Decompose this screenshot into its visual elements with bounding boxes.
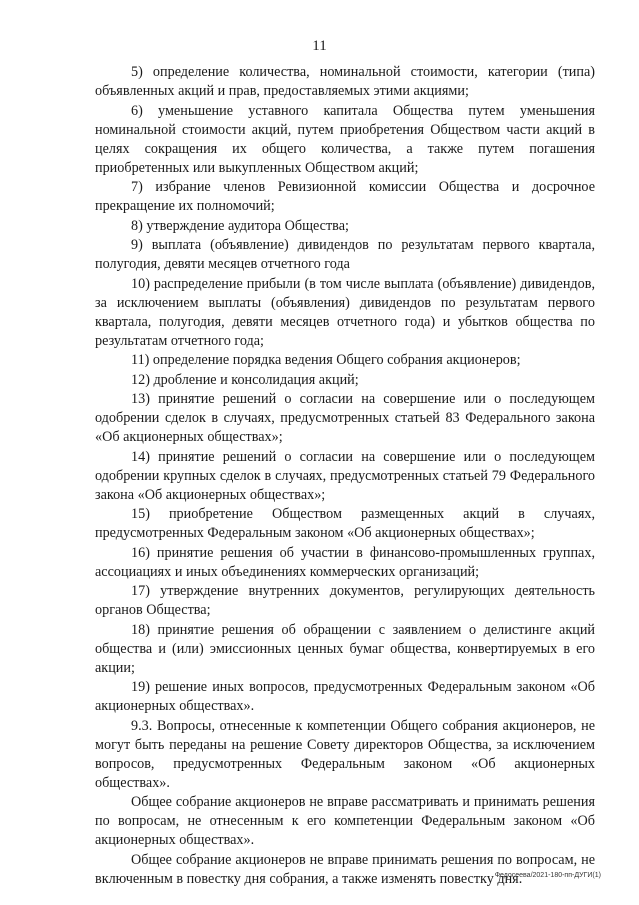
paragraph-item-9: 9) выплата (объявление) дивидендов по результатам первого квартала, полугодия, девяти месяцев отчетного года xyxy=(95,237,595,272)
paragraph-item-17: 17) утверждение внутренних документов, регулирующих деятельность органов Общества; xyxy=(95,583,595,618)
paragraph-item-15: 15) приобретение Обществом размещенных акций в случаях, предусмотренных Федеральным законом «Об акционерных обществах»; xyxy=(95,506,595,541)
paragraph-item-14: 14) принятие решений о согласии на совершение или о последующем одобрении крупных сделок в случаях, предусмотренных статьей 79 Федерального закона «Об акционерных обществах»; xyxy=(95,448,595,503)
paragraph-item-5: 5) определение количества, номинальной стоимости, категории (типа) объявленных акций и прав, предоставляемых этими акциями; xyxy=(95,64,595,99)
document-body xyxy=(95,63,595,889)
paragraph-item-13: 13) принятие решений о согласии на совершение или о последующем одобрении сделок в случаях, предусмотренных статьей 83 Федерального закона «Об акционерных обществах»; xyxy=(95,391,595,445)
paragraph-agenda-limit: Общее собрание акционеров не вправе принимать решения по вопросам, не включенным в повестку дня собрания, а также изменять повестку дня. xyxy=(95,851,595,887)
paragraph-section-9-3: 9.3. Вопросы, отнесенные к компетенции Общего собрания акционеров, не могут быть переданы на решение Совету директоров Общества, за исключением вопросов, предусмотренных Федеральным законом «Об акционерных обществах». xyxy=(95,717,595,791)
paragraph-item-11: 11) определение порядка ведения Общего собрания акционеров; xyxy=(131,352,521,368)
paragraph-competence-limit: Общее собрание акционеров не вправе рассматривать и принимать решения по вопросам, не отнесенным к его компетенции Федеральным законом «Об акционерных обществах». xyxy=(95,794,595,848)
paragraph-item-6: 6) уменьшение уставного капитала Общества путем уменьшения номинальной стоимости акций, путем приобретения Обществом части акций в целях сокращения их общего количества, а также путем погашения приобретенных или выкупленных Обществом акций; xyxy=(95,102,595,176)
paragraph-item-8: 8) утверждение аудитора Общества; xyxy=(131,217,349,234)
document-footer: Федосеева/2021-180-пп-ДУГИ(1) xyxy=(494,872,601,879)
paragraph-item-10: 10) распределение прибыли (в том числе выплата (объявление) дивидендов, за исключением выплаты (объявления) дивидендов по результатам первого квартала, полугодия, девяти месяцев отчетного года) и убытков общества по результатам отчетного года; xyxy=(95,275,595,349)
paragraph-item-19: 19) решение иных вопросов, предусмотренных Федеральным законом «Об акционерных обществах». xyxy=(95,679,595,714)
paragraph-item-7: 7) избрание членов Ревизионной комиссии Общества и досрочное прекращение их полномочий; xyxy=(95,179,595,214)
paragraph-item-12: 12) дробление и консолидация акций; xyxy=(131,371,359,388)
paragraph-item-18: 18) принятие решения об обращении с заявлением о делистинге акций общества и (или) эмиссионных ценных бумаг общества, конвертируемых в его акции; xyxy=(95,621,595,676)
paragraph-item-16: 16) принятие решения об участии в финансово-промышленных группах, ассоциациях и иных объединениях коммерческих организаций; xyxy=(95,544,595,580)
page-number: 11 xyxy=(312,38,327,54)
